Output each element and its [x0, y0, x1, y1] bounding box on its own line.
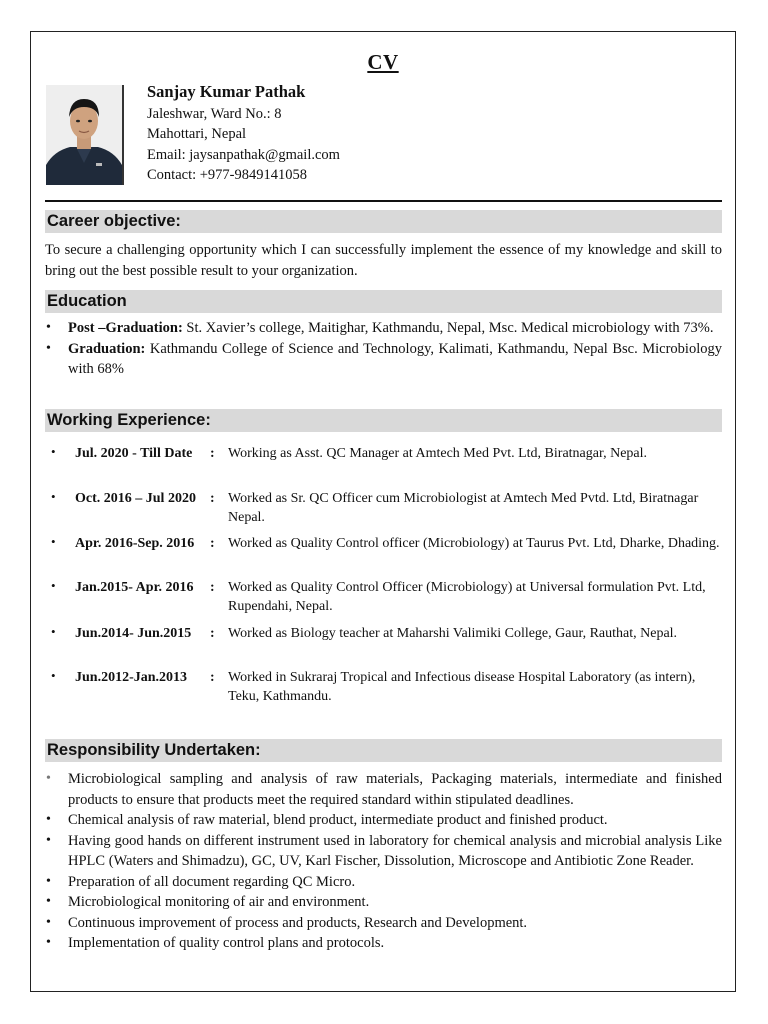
bullet-icon: •	[46, 771, 51, 786]
experience-date: Jul. 2020 - Till Date	[75, 446, 193, 461]
profile-photo	[46, 85, 124, 185]
bullet-icon: •	[51, 444, 56, 459]
experience-description: Worked as Quality Control officer (Microbiology) at Taurus Pvt. Ltd, Dharke, Dhading.	[228, 536, 720, 551]
contact-block	[147, 82, 340, 186]
responsibility-item	[45, 831, 722, 872]
colon-separator: :	[210, 446, 215, 461]
experience-date: Oct. 2016 – Jul 2020	[75, 491, 196, 506]
responsibility-text: Microbiological sampling and analysis of raw materials, Packaging materials, intermediate and finished products to ensure that products meet the required standard within stipulated deadlines.	[68, 771, 722, 808]
career-objective-text: To secure a challenging opportunity which I can successfully implement the essence of my knowledge and skill to bring out the best possible result to your organization.	[45, 242, 722, 279]
header-divider	[45, 200, 722, 202]
bullet-icon: •	[51, 668, 56, 683]
section-heading-education: Education	[45, 290, 722, 313]
responsibility-item	[45, 933, 722, 954]
colon-separator: :	[210, 536, 215, 551]
responsibility-item	[45, 810, 722, 831]
experience-description: Worked as Biology teacher at Maharshi Valimiki College, Gaur, Rauthat, Nepal.	[228, 626, 678, 641]
bullet-icon: •	[46, 812, 51, 827]
bullet-icon: •	[46, 320, 51, 335]
responsibility-text: Implementation of quality control plans and protocols.	[68, 935, 385, 951]
education-list	[45, 318, 722, 380]
responsibility-text: Microbiological monitoring of air and environment.	[68, 894, 370, 910]
bullet-icon: •	[46, 894, 51, 909]
colon-separator: :	[210, 626, 215, 641]
address-line-2: Mahottari, Nepal	[147, 126, 247, 142]
colon-separator: :	[210, 580, 215, 595]
document-title: CV	[367, 50, 399, 74]
experience-description: Working as Asst. QC Manager at Amtech Med Pvt. Ltd, Biratnagar, Nepal.	[228, 446, 648, 461]
bullet-icon: •	[51, 578, 56, 593]
phone-text: Contact: +977-9849141058	[147, 167, 308, 183]
cv-page	[30, 31, 736, 992]
experience-date: Apr. 2016-Sep. 2016	[75, 536, 195, 551]
experience-description: Worked as Quality Control Officer (Microbiology) at Universal formulation Pvt. Ltd, Rupendahi, Nepal.	[228, 580, 706, 614]
bullet-icon: •	[46, 340, 51, 356]
responsibility-text: Preparation of all document regarding QC Micro.	[68, 873, 356, 890]
email-text: Email: jaysanpathak@gmail.com	[147, 146, 340, 163]
education-text: St. Xavier’s college, Maitighar, Kathmandu, Nepal, Msc. Medical microbiology with 73%.	[182, 320, 714, 336]
education-label: Graduation:	[68, 340, 146, 357]
colon-separator: :	[210, 491, 215, 506]
bullet-icon: •	[46, 832, 51, 848]
education-text: Kathmandu College of Science and Technology, Kalimati, Kathmandu, Nepal Bsc. Microbiology with 68%	[68, 340, 722, 377]
experience-date: Jun.2012-Jan.2013	[75, 670, 188, 685]
bullet-icon: •	[51, 534, 56, 549]
section-heading-career: Career objective:	[45, 210, 722, 233]
education-item	[45, 318, 722, 339]
person-name: Sanjay Kumar Pathak	[147, 82, 306, 101]
address-line-1: Jaleshwar, Ward No.: 8	[147, 105, 282, 122]
responsibility-item	[45, 892, 722, 913]
experience-description: Worked as Sr. QC Officer cum Microbiologist at Amtech Med Pvtd. Ltd, Biratnagar Nepal.	[228, 491, 699, 525]
bullet-icon: •	[51, 489, 56, 504]
bullet-icon: •	[46, 914, 51, 930]
bullet-icon: •	[46, 935, 51, 950]
education-label: Post –Graduation:	[68, 320, 183, 336]
responsibility-text: Having good hands on different instrument used in laboratory for chemical analysis and microbial analysis Like HPLC (Waters and Shimadzu), GC, UV, Karl Fischer, Dissolution, Microscope and Antibiotic Zone Reader.	[68, 832, 722, 869]
colon-separator: :	[210, 670, 215, 685]
experience-date: Jan.2015- Apr. 2016	[75, 580, 194, 595]
experience-date: Jun.2014- Jun.2015	[75, 626, 192, 641]
experience-description: Worked in Sukraraj Tropical and Infectious disease Hospital Laboratory (as intern), Teku, Kathmandu.	[228, 670, 696, 704]
education-item	[45, 339, 722, 380]
responsibility-item	[45, 769, 722, 810]
responsibility-item	[45, 872, 722, 893]
responsibility-text: Continuous improvement of process and products, Research and Development.	[68, 914, 528, 931]
bullet-icon: •	[51, 624, 56, 639]
section-heading-experience: Working Experience:	[45, 409, 722, 432]
responsibility-list	[45, 769, 722, 954]
bullet-icon: •	[46, 873, 51, 889]
responsibility-item	[45, 913, 722, 934]
responsibility-text: Chemical analysis of raw material, blend product, intermediate product and finished product.	[68, 812, 608, 828]
section-heading-responsibility: Responsibility Undertaken:	[45, 739, 722, 762]
